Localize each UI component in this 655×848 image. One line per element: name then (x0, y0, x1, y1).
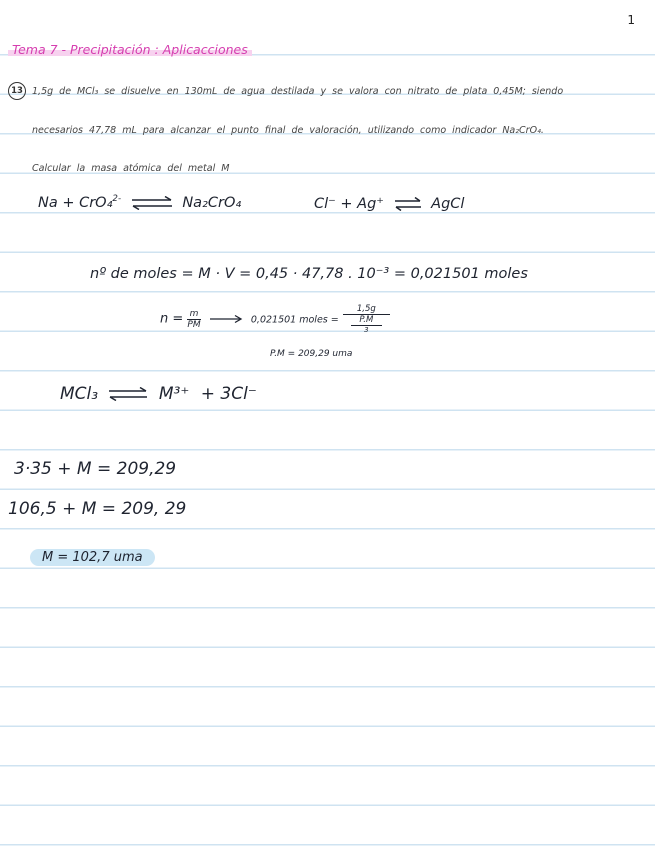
formula-denominator: PM (187, 319, 201, 330)
calculation-line-2: 106,5 + M = 209, 29 (8, 499, 187, 519)
moles-calculation: nº de moles = M · V = 0,45 · 47,78 . 10⁻³ = 0,021501 moles (90, 266, 528, 282)
page-title: Tema 7 - Precipitación : Aplicacciones (8, 42, 252, 57)
problem-question: Calcular la masa atómica del metal M (32, 163, 230, 174)
reaction-silver-right: AgCl (431, 196, 465, 212)
equilibrium-arrow-icon (107, 387, 149, 401)
final-result-highlight: M = 102,7 uma (30, 549, 155, 566)
reaction-chromate-right: Na₂CrO₄ (182, 194, 242, 211)
reaction-chromate-left: Na + CrO₄ (38, 194, 113, 211)
page-number: 1 (627, 13, 635, 27)
moles-formula (160, 304, 390, 334)
dissociation-ion: M³⁺ (158, 384, 190, 404)
calculation-line-1: 3·35 + M = 209,29 (14, 459, 177, 479)
reaction-silver-left: Cl⁻ + Ag⁺ (314, 196, 384, 212)
problem-statement-line-2: necesarios 47,78 mL para alcanzar el punto final de valoración, utilizando como indicador Na₂CrO₄. (32, 125, 544, 136)
equilibrium-arrow-icon (130, 196, 174, 210)
formula-lhs: n = (160, 311, 184, 327)
dissociation-equation (60, 384, 257, 404)
dissociation-rest: + 3Cl⁻ (200, 384, 257, 404)
problem-number-badge: 13 (8, 82, 26, 100)
formula-numerator: m (187, 309, 200, 320)
reaction-silver-chloride (314, 196, 464, 212)
equilibrium-arrow-icon (393, 197, 423, 211)
dissociation-left: MCl₃ (60, 384, 99, 404)
formula-rhs-numerator: 1,5g (343, 304, 390, 315)
formula-rhs-den-top: P.M (351, 315, 382, 326)
problem-statement-line-1: 1,5g de MCl₃ se disuelve en 130mL de agua destilada y se valora con nitrato de plata 0,45M; siendo (32, 86, 564, 97)
reaction-chromate (38, 194, 241, 211)
chromate-charge: 2- (112, 194, 122, 204)
pm-result: P.M = 209,29 uma (270, 349, 353, 359)
formula-mid: 0,021501 moles = (250, 314, 339, 326)
formula-rhs-den-bottom: 3 (364, 326, 369, 334)
right-arrow-icon (209, 314, 243, 324)
